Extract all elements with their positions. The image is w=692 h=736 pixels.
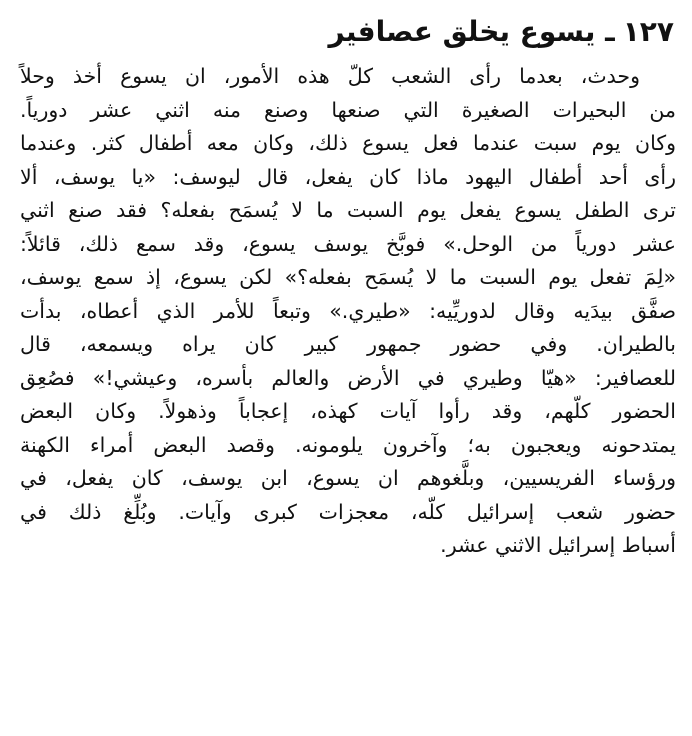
text-line: وحدث، بعدما رأى الشعب كلّ هذه الأمور، ان يسوع أخذ وحلاً xyxy=(20,64,640,88)
text-line: صفَّق بيدَيه وقال لدوريِّيه: «طيري.» وتبعاً للأمر الذي أعطاه، بدأت xyxy=(20,298,676,323)
text-line: «لِمَ تفعل يوم السبت ما لا يُسمَح بفعله؟» لكن يسوع، إذ سمع يوسف، xyxy=(20,265,676,289)
text-line: الحضور كلّهم، وقد رأوا آيات كهذه، إعجاباً وذهولاً. وكان البعض xyxy=(20,399,676,423)
text-line: أسباط إسرائيل الاثني عشر. xyxy=(440,533,676,557)
text-line: للعصافير: «هيّا وطيري في الأرض والعالم بأسره، وعيشي!» فصُعِق xyxy=(20,365,676,390)
chapter-body xyxy=(20,60,676,563)
text-line: رأى أحد أطفال اليهود ماذا كان يفعل، قال ليوسف: «يا يوسف، ألا xyxy=(20,164,676,189)
page xyxy=(20,10,676,563)
text-line: يمتدحونه ويعجبون به؛ وآخرون يلومونه. وقصد البعض أمراء الكهنة xyxy=(20,432,676,457)
chapter-number: ١٢٧ xyxy=(622,15,674,48)
text-line: ورؤساء الفريسيين، وبلَّغوهم ان يسوع، ابن يوسف، كان يفعل، في xyxy=(20,466,676,490)
text-line: عشر دورياً من الوحل.» فوبَّخ يوسف يسوع، وقد سمع ذلك، قائلاً: xyxy=(20,231,676,256)
text-line: من البحيرات الصغيرة التي صنعها وصنع منه اثني عشر دورياً. xyxy=(20,97,676,122)
chapter-heading xyxy=(20,10,676,60)
text-line: وكان يوم سبت عندما فعل يسوع ذلك، وكان معه أطفال كثر. وعندما xyxy=(20,131,676,155)
text-line: حضور شعب إسرائيل كلّه، معجزات كبرى وآيات. وبُلِّغ ذلك في xyxy=(20,499,676,524)
text-line: بالطيران. وفي حضور جمهور كبير كان يراه ويسمعه، قال xyxy=(20,332,676,356)
text-line: ترى الطفل يسوع يفعل يوم السبت ما لا يُسمَح بفعله؟ فقد صنع اثني xyxy=(20,198,676,222)
chapter-title: ـ يسوع يخلق عصافير xyxy=(328,15,615,48)
